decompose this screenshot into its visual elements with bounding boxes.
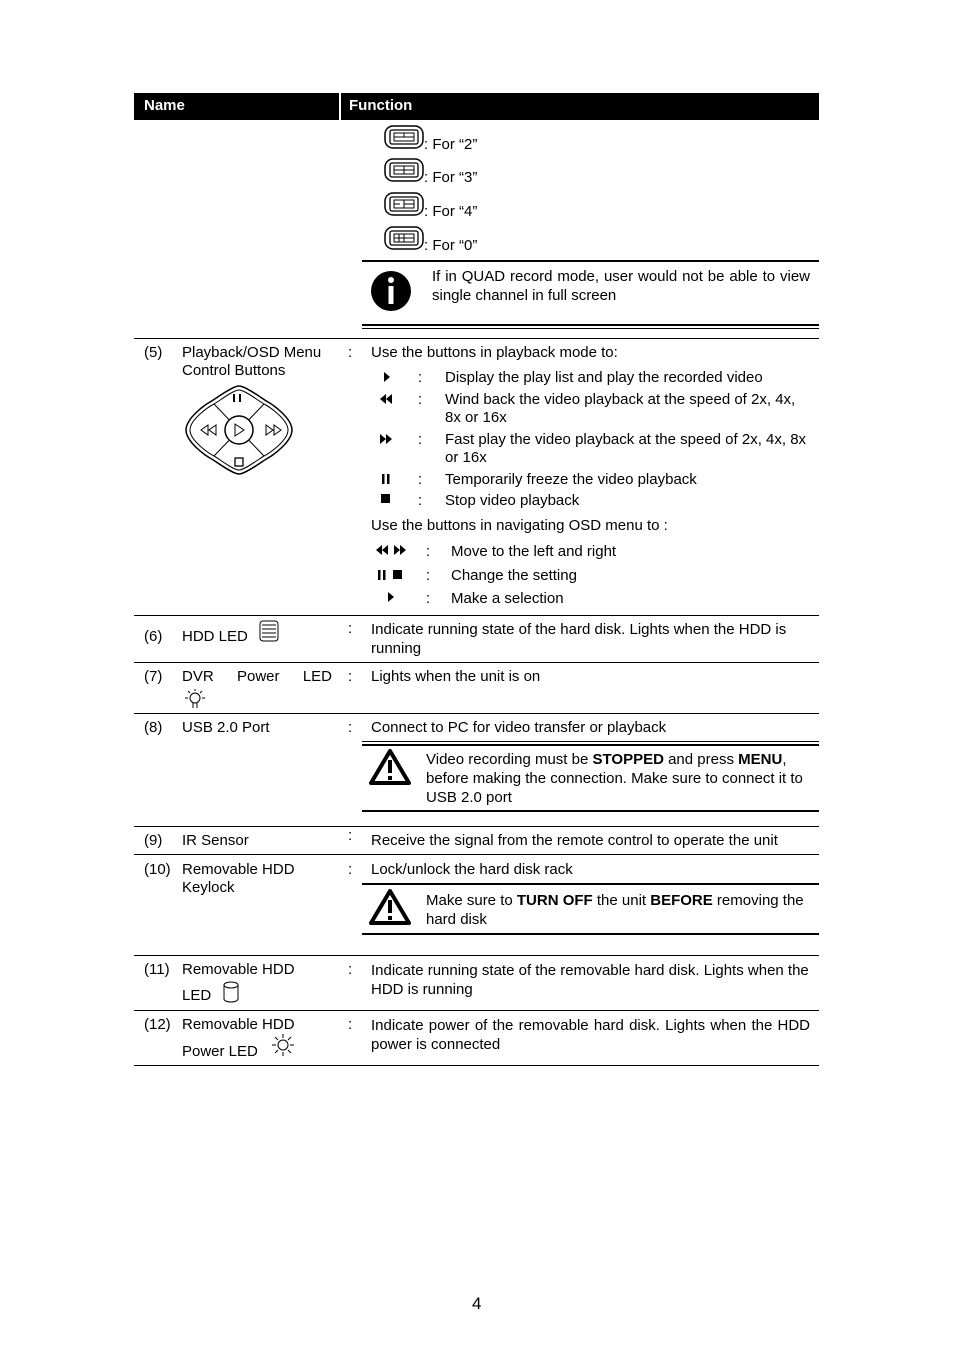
header-function: Function — [349, 97, 413, 114]
row12-num: (12) — [144, 1016, 171, 1033]
row10-name: Removable HDD Keylock — [182, 861, 295, 896]
pb-colon-3: : — [418, 431, 423, 448]
row10-warning — [426, 891, 814, 929]
warning-bold-stopped: STOPPED — [592, 751, 664, 768]
quad-note: If in QUAD record mode, user would not be able to view single channel in full screen — [432, 268, 810, 304]
pb-colon-4: : — [418, 471, 423, 488]
row6-name: HDD LED — [182, 628, 248, 645]
row-divider — [134, 854, 819, 855]
header-name: Name — [144, 97, 185, 114]
row5-name: Playback/OSD Menu Control Buttons — [182, 344, 322, 379]
row12-name-line2: Power LED — [182, 1043, 258, 1060]
warning-top-rule — [362, 883, 819, 885]
row11-num: (11) — [144, 961, 170, 978]
removable-hdd-led-icon — [222, 981, 240, 1003]
info-icon — [370, 270, 412, 312]
row-divider — [134, 955, 819, 956]
fast-forward-icon — [380, 434, 392, 444]
warning-top-rule-2 — [362, 744, 819, 746]
warning-text-post: removing the hard disk — [426, 892, 804, 928]
warning-text-mid: the unit — [592, 892, 651, 909]
row8-num: (8) — [144, 719, 163, 736]
key-3-label: : For “3” — [424, 169, 478, 186]
note-top-rule — [362, 260, 819, 262]
osd-colon-2: : — [426, 567, 431, 584]
warning-icon — [369, 889, 411, 925]
pb-text-3: Fast play the video playback at the speed of 2x, 4x, 8x or 16x — [445, 431, 807, 466]
row12-colon: : — [348, 1016, 353, 1033]
row10-num: (10) — [144, 861, 171, 878]
row7-num: (7) — [144, 668, 163, 685]
pause-stop-icon — [378, 570, 404, 580]
row-divider — [134, 662, 819, 663]
warning-bold-turn-off: TURN OFF — [516, 892, 593, 909]
note-bottom-rule-2 — [362, 328, 819, 329]
pb-text-4: Temporarily freeze the video playback — [445, 471, 697, 488]
warning-text-post: , before making the connection. Make sure to connect it to USB 2.0 port — [426, 751, 803, 806]
warning-bold-before: BEFORE — [650, 892, 713, 909]
table-header — [134, 93, 819, 120]
pb-text-2: Wind back the video playback at the speed of 2x, 4x, 8x or 16x — [445, 391, 796, 426]
row-divider — [134, 826, 819, 827]
split-0-key-icon — [384, 226, 424, 250]
row9-name: IR Sensor — [182, 832, 249, 849]
row9-colon: : — [348, 827, 353, 844]
row5-colon: : — [348, 344, 353, 361]
row11-text: Indicate running state of the removable hard disk. Lights when the HDD is running — [371, 962, 809, 998]
row-divider — [134, 713, 819, 714]
power-led-icon — [182, 688, 208, 710]
osd-colon-3: : — [426, 590, 431, 607]
split-3-key-icon — [384, 158, 424, 182]
warning-icon — [369, 749, 411, 785]
page-number: 4 — [472, 1294, 482, 1313]
warning-bottom-rule — [362, 933, 819, 935]
pb-colon-1: : — [418, 369, 423, 386]
stop-icon — [381, 494, 391, 504]
rewind-icon — [380, 394, 392, 404]
row8-name: USB 2.0 Port — [182, 719, 270, 736]
row-divider — [134, 338, 819, 339]
hdd-led-icon — [259, 620, 279, 642]
removable-power-led-icon — [271, 1033, 295, 1057]
row8-colon: : — [348, 719, 353, 736]
row10-text: Lock/unlock the hard disk rack — [371, 861, 573, 878]
row-divider — [134, 1010, 819, 1011]
header-divider — [339, 93, 341, 120]
split-2-key-icon — [384, 125, 424, 149]
pb-text-1: Display the play list and play the recorded video — [445, 369, 763, 386]
split-4-key-icon — [384, 192, 424, 216]
row7-name: DVR Power LED — [182, 668, 332, 685]
row6-num: (6) — [144, 628, 163, 645]
osd-text-2: Change the setting — [451, 567, 577, 584]
osd-text-1: Move to the left and right — [451, 543, 617, 560]
table-bottom-rule — [134, 1065, 819, 1066]
row6-text: Indicate running state of the hard disk. Lights when the HDD is running — [371, 621, 787, 657]
key-4-label: : For “4” — [424, 203, 478, 220]
row10-colon: : — [348, 861, 353, 878]
row11-name-line1: Removable HDD — [182, 961, 295, 978]
warning-bold-menu: MENU — [738, 751, 783, 768]
pb-text-5: Stop video playback — [445, 492, 580, 509]
rewind-forward-icon — [376, 545, 406, 555]
warning-text-mid: and press — [663, 751, 739, 768]
control-pad-icon — [184, 384, 294, 476]
pb-colon-2: : — [418, 391, 423, 408]
pb-colon-5: : — [418, 492, 423, 509]
row5-osd-intro: Use the buttons in navigating OSD menu to : — [371, 517, 668, 534]
row9-text: Receive the signal from the remote control to operate the unit — [371, 832, 778, 849]
warning-text-pre: Make sure to — [426, 892, 517, 909]
row11-name-line2: LED — [182, 987, 212, 1004]
key-2-label: : For “2” — [424, 136, 478, 153]
row8-text: Connect to PC for video transfer or playback — [371, 719, 667, 736]
warning-bottom-rule — [362, 810, 819, 812]
row7-colon: : — [348, 668, 353, 685]
play-icon — [387, 592, 395, 602]
row5-num: (5) — [144, 344, 163, 361]
key-0-label: : For “0” — [424, 237, 478, 254]
warning-top-rule — [362, 741, 819, 742]
row8-warning — [426, 750, 814, 807]
osd-colon-1: : — [426, 543, 431, 560]
row9-num: (9) — [144, 832, 163, 849]
note-bottom-rule — [362, 324, 819, 326]
row-divider — [134, 615, 819, 616]
row7-text: Lights when the unit is on — [371, 668, 541, 685]
row12-name-line1: Removable HDD — [182, 1016, 295, 1033]
row11-colon: : — [348, 961, 353, 978]
warning-text-pre: Video recording must be — [426, 751, 593, 768]
play-icon — [383, 372, 391, 382]
osd-text-3: Make a selection — [451, 590, 564, 607]
row12-text: Indicate power of the removable hard disk. Lights when the HDD power is connected — [371, 1017, 810, 1053]
pause-icon — [382, 474, 390, 484]
row6-colon: : — [348, 620, 353, 637]
row5-intro: Use the buttons in playback mode to: — [371, 344, 618, 361]
